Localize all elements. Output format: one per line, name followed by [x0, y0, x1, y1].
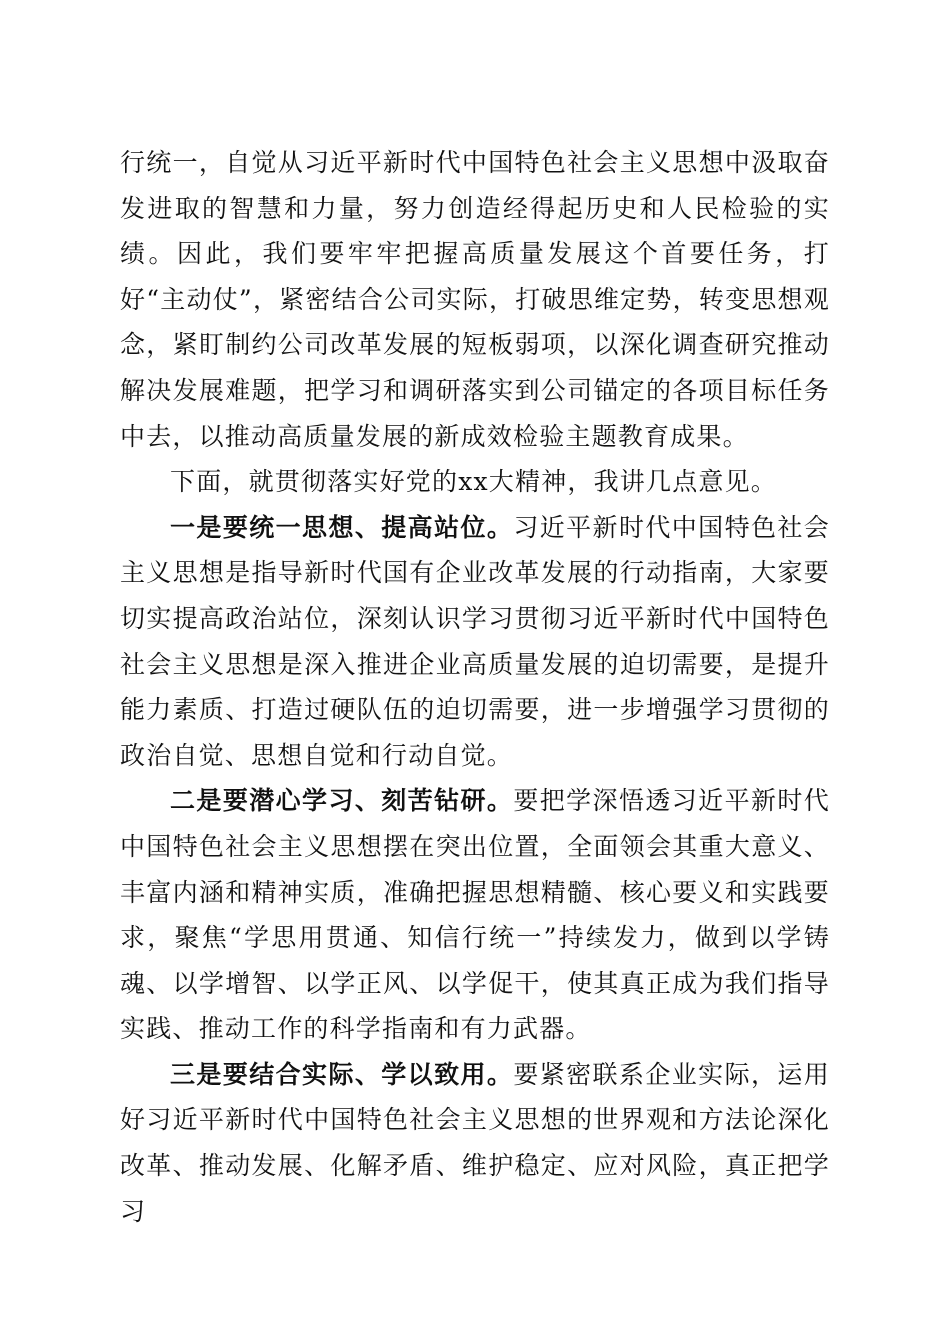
paragraph-text: 行统一，自觉从习近平新时代中国特色社会主义思想中汲取奋发进取的智慧和力量，努力创造经得起历史和人民检验的实绩。因此，我们要牢牢把握高质量发展这个首要任务，打好“主动仗”，紧密结合公司实际，打破思维定势，转变思想观念，紧盯制约公司改革发展的短板弱项，以深化调查研究推动解决发展难题，把学习和调研落实到公司锚定的各项目标任务中去，以推动高质量发展的新成效检验主题教育成果。: [120, 148, 830, 451]
paragraph-lead: 三是要结合实际、学以致用。: [170, 1059, 514, 1089]
paragraph-intro: [120, 459, 830, 505]
document-body: [120, 140, 830, 1234]
paragraph-lead: 一是要统一思想、提高站位。: [170, 512, 514, 542]
paragraph-text: 要紧密联系企业实际，运用好习近平新时代中国特色社会主义思想的世界观和方法论深化改革、推动发展、化解矛盾、维护稳定、应对风险，真正把学习: [120, 1059, 830, 1226]
paragraph-text: 要把学深悟透习近平新时代中国特色社会主义思想摆在突出位置，全面领会其重大意义、丰富内涵和精神实质，准确把握思想精髓、核心要义和实践要求，聚焦“学思用贯通、知信行统一”持续发力，做到以学铸魂、以学增智、以学正风、以学促干，使其真正成为我们指导实践、推动工作的科学指南和有力武器。: [120, 786, 830, 1044]
paragraph-continuation: [120, 140, 830, 459]
paragraph-point-three: [120, 1052, 830, 1234]
paragraph-text: 习近平新时代中国特色社会主义思想是指导新时代国有企业改革发展的行动指南，大家要切实提高政治站位，深刻认识学习贯彻习近平新时代中国特色社会主义思想是深入推进企业高质量发展的迫切需要，是提升能力素质、打造过硬队伍的迫切需要，进一步增强学习贯彻的政治自觉、思想自觉和行动自觉。: [120, 512, 830, 770]
paragraph-text: 下面，就贯彻落实好党的xx大精神，我讲几点意见。: [170, 467, 778, 497]
paragraph-point-one: [120, 505, 830, 779]
paragraph-point-two: [120, 778, 830, 1052]
paragraph-lead: 二是要潜心学习、刻苦钻研。: [170, 786, 514, 816]
